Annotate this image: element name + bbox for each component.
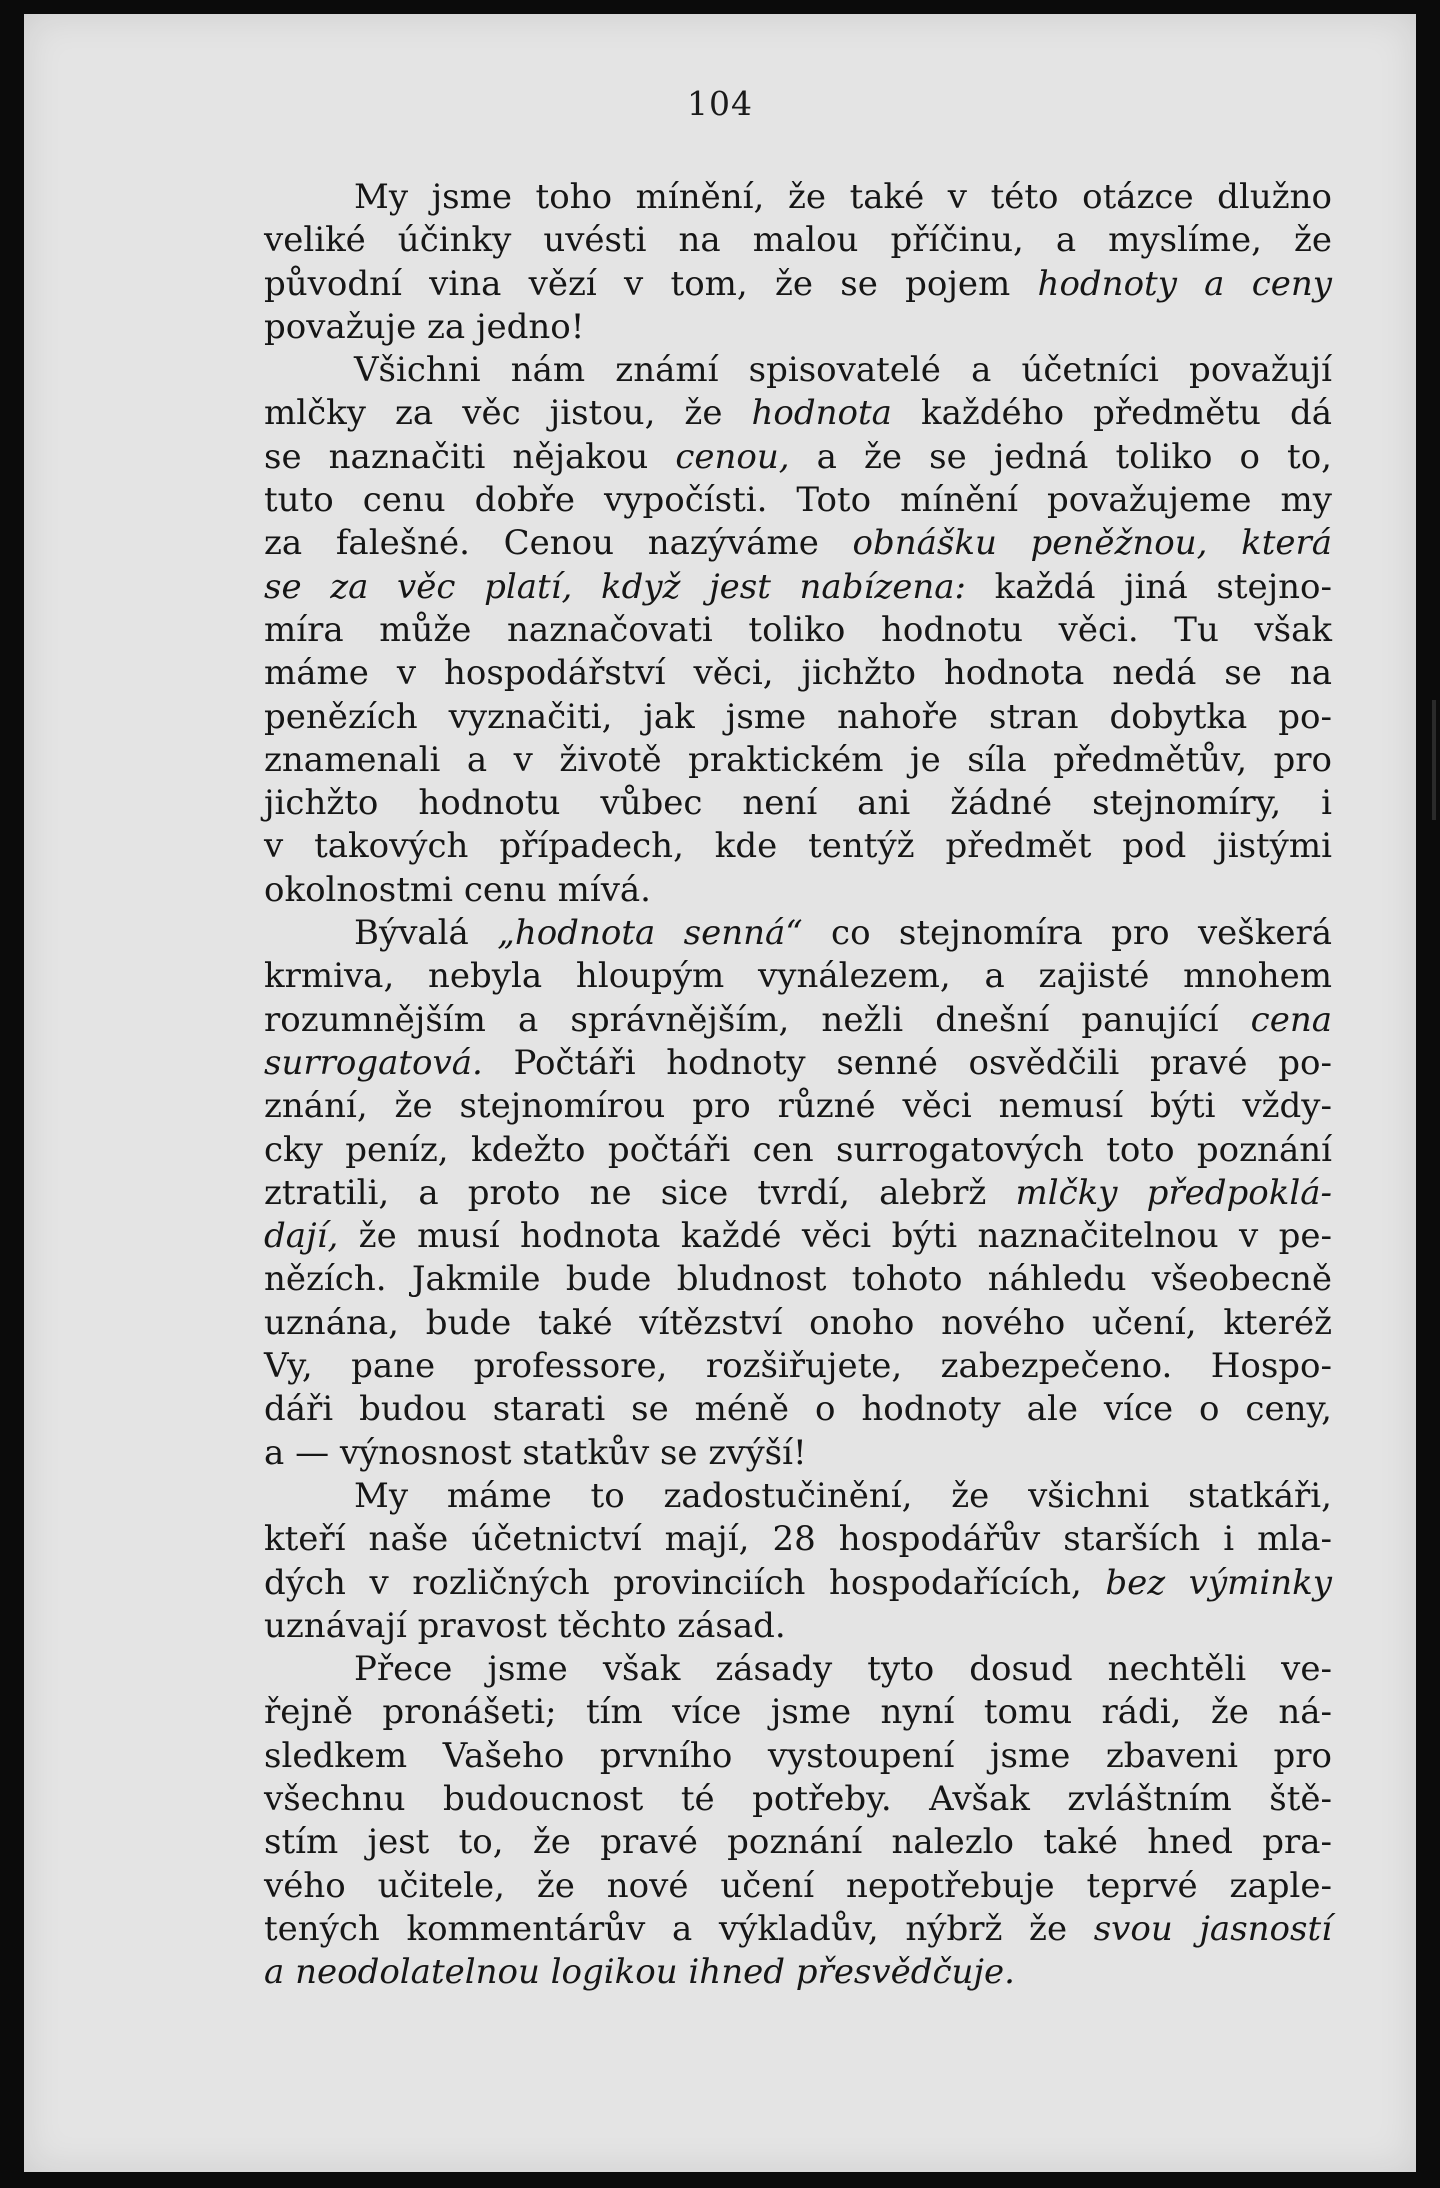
text-run: krmiva, nebyla hloupým vynálezem, a zajisté mnohem <box>264 956 1332 997</box>
italic-text-run: dají, <box>264 1216 339 1257</box>
text-run: znamenali a v životě praktickém je síla předmětův, pro <box>264 739 1332 780</box>
page-number: 104 <box>687 84 753 123</box>
italic-text-run: cena <box>1250 999 1332 1040</box>
text-run: My jsme toho mínění, že také v této otázce dlužno <box>354 177 1332 217</box>
text-line <box>264 1908 1332 1951</box>
text-line <box>264 1258 1332 1301</box>
text-line <box>264 609 1332 652</box>
text-run: znání, že stejnomírou pro různé věci nemusí býti vždy- <box>264 1086 1332 1127</box>
text-line <box>264 1215 1332 1258</box>
text-line <box>264 825 1332 868</box>
text-run: Vy, pane professore, rozšiřujete, zabezpečeno. Hospo- <box>264 1346 1332 1387</box>
text-run: veliké účinky uvésti na malou příčinu, a myslíme, že <box>264 220 1332 261</box>
text-line <box>264 1648 1332 1691</box>
text-run: stím jest to, že pravé poznání nalezlo také hned pra- <box>264 1822 1332 1863</box>
text-line <box>264 349 1332 392</box>
text-line <box>264 1735 1332 1778</box>
text-run: se naznačiti nějakou <box>264 436 676 477</box>
text-line <box>264 1432 1332 1475</box>
text-run: vého učitele, že nové učení nepotřebuje teprvé zaple- <box>264 1865 1332 1906</box>
text-line <box>264 1691 1332 1734</box>
italic-text-run: mlčky předpoklá- <box>1015 1172 1332 1213</box>
text-run: okolnostmi cenu mívá. <box>264 869 651 910</box>
italic-text-run: „hodnota senná“ <box>497 913 803 954</box>
text-run: kteří naše účetnictví mají, 28 hospodářův starších i mla- <box>264 1519 1332 1560</box>
text-run: máme v hospodářství věci, jichžto hodnota nedá se na <box>264 653 1332 694</box>
text-line <box>264 869 1332 912</box>
text-run: co stejnomíra pro veškerá <box>802 913 1332 954</box>
italic-text-run: obnášku peněžnou, která <box>852 523 1332 564</box>
text-run: penězích vyznačiti, jak jsme nahoře stran dobytka po- <box>264 696 1332 737</box>
italic-text-run: a neodolatelnou logikou ihned přesvědčuje. <box>264 1952 1015 1993</box>
italic-text-run: surrogatová. <box>264 1042 483 1083</box>
text-run: Bývalá <box>354 913 498 954</box>
text-line <box>264 1129 1332 1172</box>
text-run: všechnu budoucnost té potřeby. Avšak zvláštním ště- <box>264 1778 1332 1819</box>
body-text <box>264 176 1332 1994</box>
text-line <box>264 652 1332 695</box>
text-line <box>264 1865 1332 1908</box>
text-run: každého předmětu dá <box>891 393 1333 434</box>
text-line <box>264 1085 1332 1128</box>
text-run: jichžto hodnotu vůbec není ani žádné stejnomíry, i <box>264 783 1332 824</box>
text-line <box>264 436 1332 479</box>
text-run: mlčky za věc jistou, že <box>264 393 752 434</box>
text-line <box>264 955 1332 998</box>
right-edge-mark <box>1432 700 1436 820</box>
text-line <box>264 1605 1332 1648</box>
text-line <box>264 1302 1332 1345</box>
text-line <box>264 1042 1332 1085</box>
italic-text-run: hodnoty a ceny <box>1037 263 1332 304</box>
text-line <box>264 1518 1332 1561</box>
text-line <box>264 999 1332 1042</box>
italic-text-run: hodnota <box>751 393 892 434</box>
text-run: nězích. Jakmile bude bludnost tohoto náhledu všeobecně <box>264 1259 1332 1300</box>
text-line <box>264 1562 1332 1605</box>
book-page <box>24 14 1416 2172</box>
text-run: míra může naznačovati toliko hodnotu věci. Tu však <box>264 609 1332 650</box>
text-line <box>264 1172 1332 1215</box>
text-run: v takových případech, kde tentýž předmět pod jistými <box>264 826 1332 867</box>
text-line <box>264 782 1332 825</box>
text-run: Všichni nám známí spisovatelé a účetníci považují <box>354 350 1332 391</box>
text-run: My máme to zadostučinění, že všichni statkáři, <box>354 1475 1332 1516</box>
text-line <box>264 912 1332 955</box>
text-run: dáři budou starati se méně o hodnoty ale více o ceny, <box>264 1389 1332 1430</box>
text-run: sledkem Vašeho prvního vystoupení jsme zbaveni pro <box>264 1735 1332 1776</box>
text-run: považuje za jedno! <box>264 306 585 347</box>
text-line <box>264 1951 1332 1994</box>
text-run: tených kommentárův a výkladův, nýbrž že <box>264 1908 1094 1949</box>
text-run: Počtáři hodnoty senné osvědčili pravé po- <box>482 1042 1332 1083</box>
italic-text-run: bez výminky <box>1105 1562 1332 1603</box>
text-run: původní vina vězí v tom, že se pojem <box>264 263 1038 304</box>
text-line <box>264 263 1332 306</box>
text-run: uznána, bude také vítězství onoho nového učení, kteréž <box>264 1302 1332 1343</box>
text-run: že musí hodnota každé věci býti naznačitelnou v pe- <box>338 1216 1332 1257</box>
text-run: řejně pronášeti; tím více jsme nyní tomu rádi, že ná- <box>264 1692 1332 1733</box>
text-line <box>264 566 1332 609</box>
italic-text-run: se za věc platí, když jest nabízena: <box>264 566 967 607</box>
text-line <box>264 696 1332 739</box>
text-run: za falešné. Cenou nazýváme <box>264 523 853 564</box>
text-line <box>264 1821 1332 1864</box>
italic-text-run: cenou, <box>675 436 790 477</box>
text-line <box>264 392 1332 435</box>
text-line <box>264 1345 1332 1388</box>
text-line <box>264 306 1332 349</box>
italic-text-run: svou jasností <box>1093 1908 1333 1949</box>
text-run: uznávají pravost těchto zásad. <box>264 1605 786 1646</box>
text-run: rozumnějším a správnějším, nežli dnešní panující <box>264 999 1251 1040</box>
text-run: a že se jedná toliko o to, <box>789 436 1332 477</box>
text-run: dých v rozličných provinciích hospodařících, <box>264 1562 1106 1603</box>
text-run: a — výnosnost statkův se zvýší! <box>264 1432 807 1473</box>
text-line <box>264 1475 1332 1518</box>
text-run: cky peníz, kdežto počtáři cen surrogatových toto poznání <box>264 1129 1332 1170</box>
text-line <box>264 1388 1332 1431</box>
text-run: každá jiná stejno- <box>966 566 1332 607</box>
text-run: ztratili, a proto ne sice tvrdí, alebrž <box>264 1172 1016 1213</box>
text-line <box>264 1778 1332 1821</box>
text-line <box>264 522 1332 565</box>
text-line <box>264 219 1332 262</box>
text-line <box>264 739 1332 782</box>
text-run: tuto cenu dobře vypočísti. Toto mínění považujeme my <box>264 480 1332 521</box>
text-run: Přece jsme však zásady tyto dosud nechtěli ve- <box>354 1649 1332 1690</box>
text-line <box>264 479 1332 522</box>
text-line <box>264 176 1332 219</box>
